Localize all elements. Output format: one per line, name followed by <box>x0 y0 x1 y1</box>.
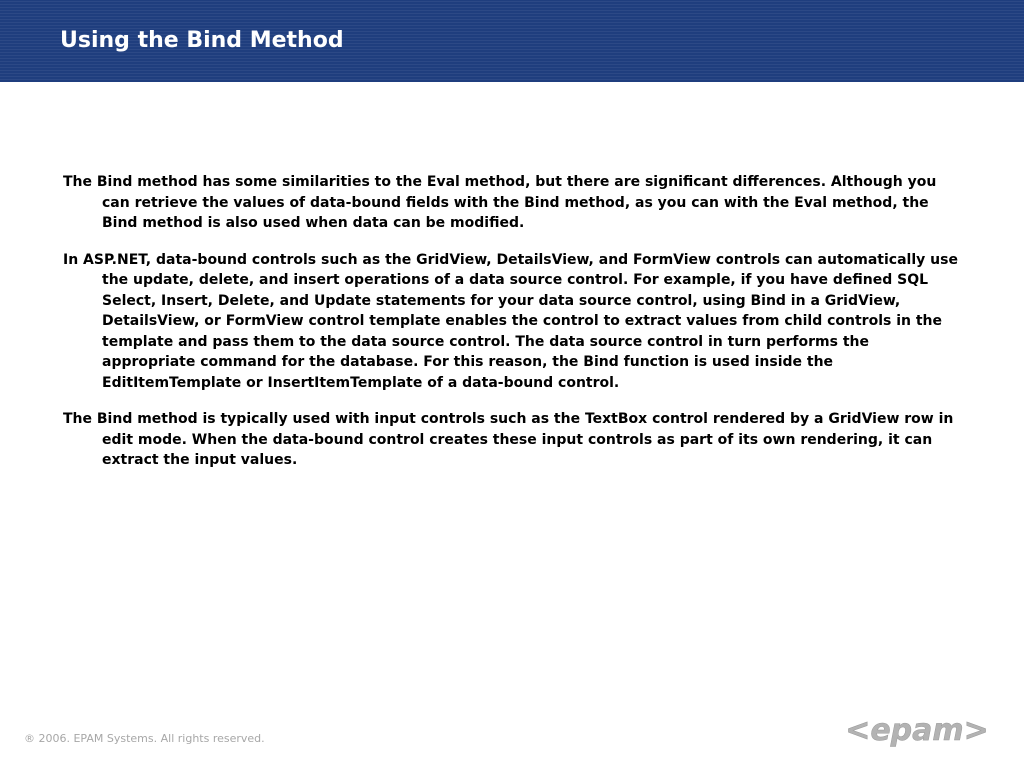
body-paragraph-1: The Bind method has some similarities to the Eval method, but there are significant differences. Although you can retrieve the values of data-bound fields with the Bind method, as you can with the Eval method, the Bind method is also used when data can be modified. <box>63 174 937 231</box>
slide-title: Using the Bind Method <box>60 28 344 53</box>
title-bar <box>0 0 1024 80</box>
slide-body <box>63 172 963 487</box>
copyright-notice: ® 2006. EPAM Systems. All rights reserved. <box>24 732 265 745</box>
body-paragraph-2: In ASP.NET, data-bound controls such as the GridView, DetailsView, and FormView controls can automatically use the update, delete, and insert operations of a data source control. For example, if you have defined SQL Select, Insert, Delete, and Update statements for your data source control, using Bind in a GridView, DetailsView, or FormView control template enables the control to extract values from child controls in the template and pass them to the data source control. The data source control in turn performs the appropriate command for the database. For this reason, the Bind function is used inside the EditItemTemplate or InsertItemTemplate of a data-bound control. <box>63 251 958 391</box>
epam-logo <box>845 712 989 748</box>
body-paragraph-3: The Bind method is typically used with input controls such as the TextBox control rendered by a GridView row in edit mode. When the data-bound control creates these input controls as part of its own rendering, it can extract the input values. <box>63 411 954 468</box>
epam-logo-text: <epam> <box>845 713 989 748</box>
title-bar-underline <box>0 80 1024 82</box>
